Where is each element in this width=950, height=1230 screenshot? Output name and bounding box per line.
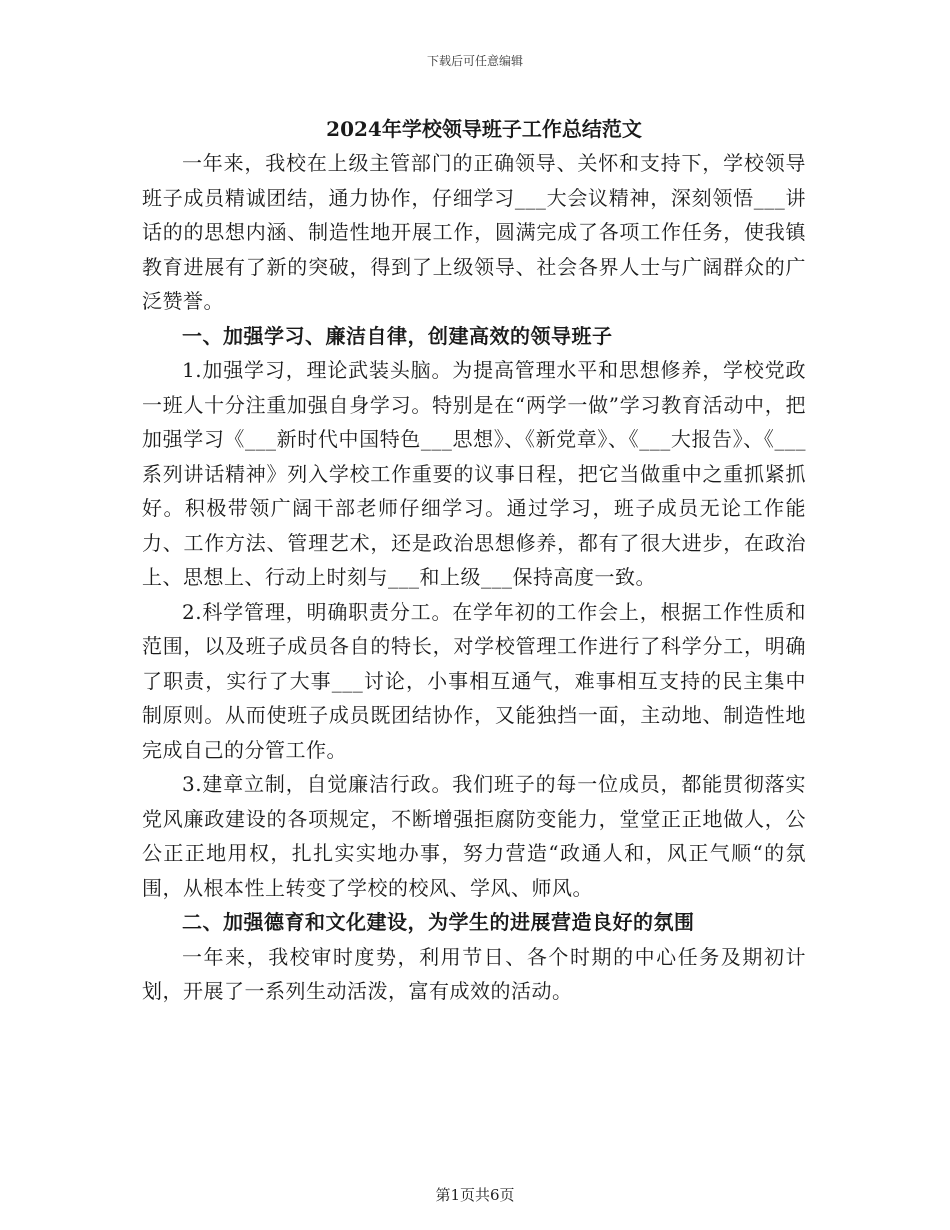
document-body (142, 112, 806, 1009)
page-header-note: 下载后可任意编辑 (426, 54, 523, 68)
paragraph-activities: 一年来，我校审时度势，利用节日、各个时期的中心任务及期初计划，开展了一系列生动活泼，富有成效的活动。 (142, 944, 806, 1003)
document-title: 2024年学校领导班子工作总结范文 (326, 117, 642, 141)
intro-paragraph: 一年来，我校在上级主管部门的正确领导、关怀和支持下，学校领导班子成员精诚团结，通力协作，仔细学习___大会议精神，深刻领悟___讲话的的思想内涵、制造性地开展工作，圆满完成了各项工作任务，使我镇教育进展有了新的突破，得到了上级领导、社会各界人士与广阔群众的广泛赞誉。 (142, 151, 806, 313)
paragraph-rules: 3.建章立制，自觉廉洁行政。我们班子的每一位成员，都能贯彻落实党风廉政建设的各项规定，不断增强拒腐防变能力，堂堂正正地做人，公公正正地用权，扎扎实实地办事，努力营造“政通人和，风正气顺“的氛围，从根本性上转变了学校的校风、学风、师风。 (142, 772, 806, 900)
paragraph-study: 1.加强学习，理论武装头脑。为提高管理水平和思想修养，学校党政一班人十分注重加强自身学习。特别是在“两学一做”学习教育活动中，把加强学习《___新时代中国特色___思想》、《新党章》、《___大报告》、《___系列讲话精神》列入学校工作重要的议事日程，把它当做重中之重抓紧抓好。积极带领广阔干部老师仔细学习。通过学习，班子成员无论工作能力、工作方法、管理艺术，还是政治思想修养，都有了很大进步，在政治上、思想上、行动上时刻与___和上级___保持高度一致。 (142, 358, 806, 589)
section-heading-2: 二、加强德育和文化建设，为学生的进展营造良好的氛围 (182, 910, 695, 934)
section-heading-1: 一、加强学习、廉洁自律，创建高效的领导班子 (182, 323, 613, 348)
paragraph-management: 2.科学管理，明确职责分工。在学年初的工作会上，根据工作性质和范围，以及班子成员各自的特长，对学校管理工作进行了科学分工，明确了职责，实行了大事___讨论，小事相互通气，难事相互支持的民主集中制原则。从而使班子成员既团结协作，又能独挡一面，主动地、制造性地完成自己的分管工作。 (142, 599, 806, 762)
page-footer-counter: 第1页共6页 (435, 1186, 515, 1204)
